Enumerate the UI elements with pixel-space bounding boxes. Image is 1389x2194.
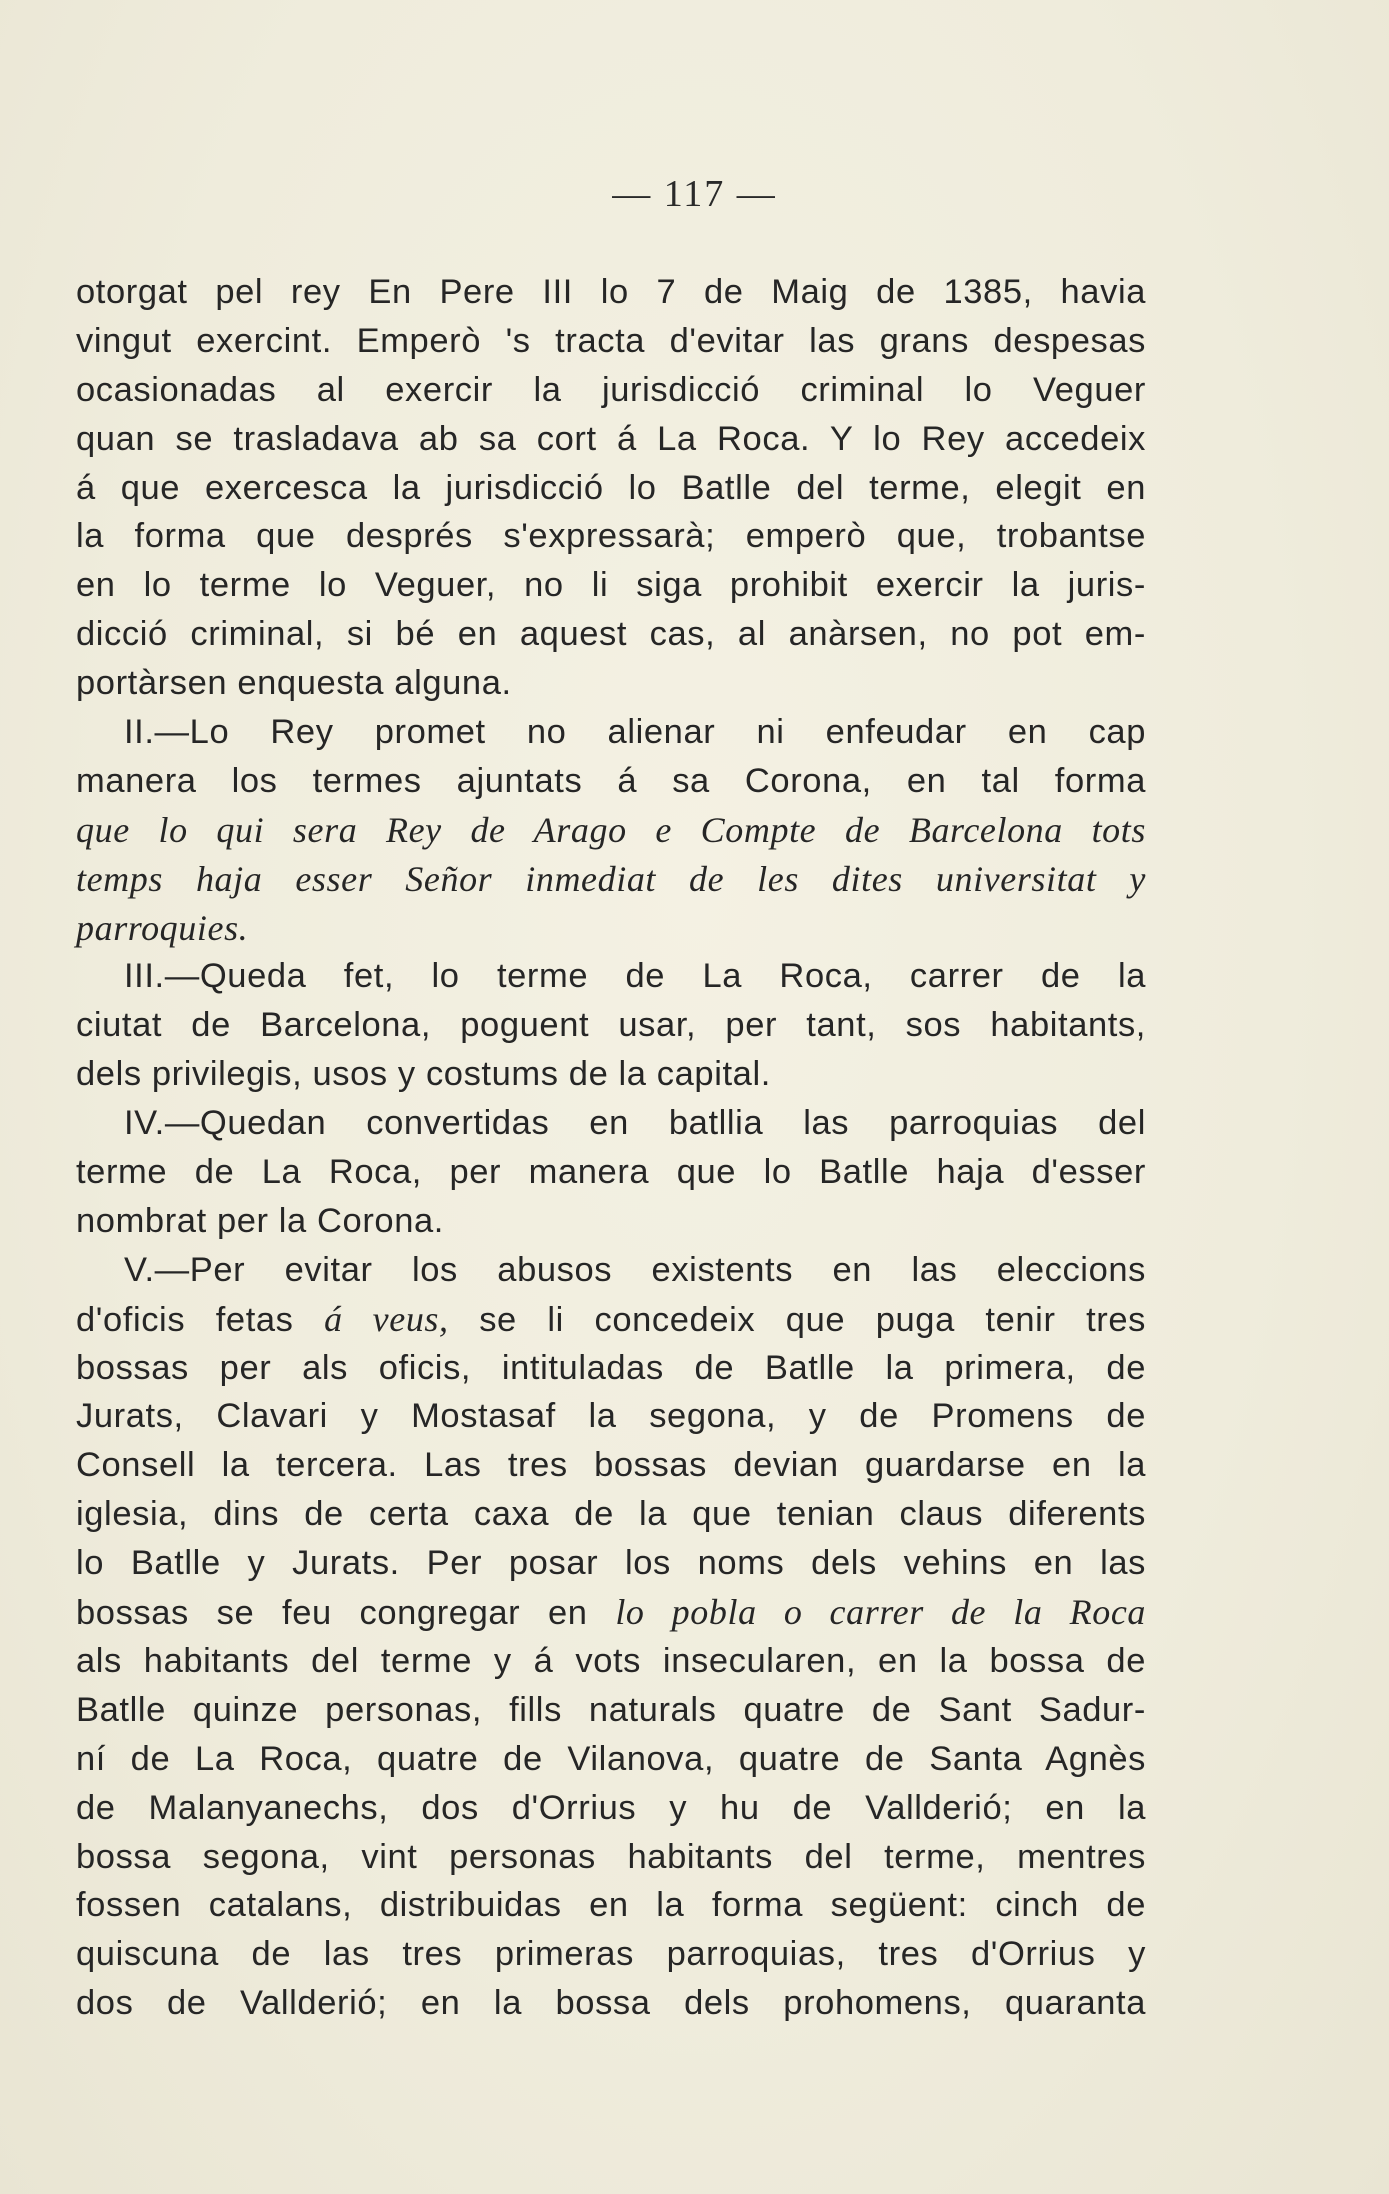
text-segment: III.—Queda fet, lo terme de La Roca, carrer de la [124, 957, 1146, 996]
text-line [76, 1735, 1146, 1784]
text-line [76, 1637, 1146, 1686]
text-segment: ocasionadas al exercir la jurisdicció criminal lo Veguer [76, 370, 1146, 409]
text-line [76, 1392, 1146, 1441]
text-segment: als habitants del terme y á vots insecularen, en la bossa de [76, 1641, 1146, 1680]
text-line [76, 1686, 1146, 1735]
text-segment: quan se trasladava ab sa cort á La Roca. Y lo Rey accedeix [76, 419, 1146, 458]
text-line [76, 1881, 1146, 1930]
text-line [76, 1050, 1146, 1099]
text-line [76, 855, 1146, 904]
text-line [76, 1833, 1146, 1882]
text-line [76, 1930, 1146, 1979]
text-line [76, 708, 1146, 757]
text-segment: bossa segona, vint personas habitants del terme, mentres [76, 1837, 1146, 1876]
text-segment: Batlle quinze personas, fills naturals quatre de Sant Sadur- [76, 1690, 1146, 1729]
italic-text: á veus, [324, 1298, 449, 1339]
text-line [76, 610, 1146, 659]
text-segment: Consell la tercera. Las tres bossas devian guardarse en la [76, 1446, 1146, 1485]
text-line [76, 1539, 1146, 1588]
text-line [76, 1490, 1146, 1539]
body-text [76, 268, 1146, 2028]
text-line [76, 464, 1146, 513]
text-line [76, 1784, 1146, 1833]
text-segment: otorgat pel rey En Pere III lo 7 de Maig de 1385, havia [76, 273, 1146, 311]
text-line [76, 806, 1146, 855]
italic-text: que lo qui sera Rey de Arago e Compte de Barcelona tots [76, 809, 1146, 850]
text-line [76, 904, 1146, 953]
text-line [76, 1344, 1146, 1393]
text-line [76, 415, 1146, 464]
italic-text: lo pobla o carrer de la Roca [615, 1592, 1147, 1633]
italic-text: temps haja esser Señor inmediat de les dites universitat y [76, 858, 1146, 899]
text-segment: la forma que després s'expressarà; emperò que, trobantse [76, 517, 1146, 556]
text-line [76, 1099, 1146, 1148]
text-segment: de Malanyanechs, dos d'Orrius y hu de Vallderió; en la [76, 1788, 1146, 1827]
text-segment: manera los termes ajuntats á sa Corona, en tal forma [76, 761, 1146, 800]
text-segment: vingut exercint. Emperò 's tracta d'evitar las grans despesas [76, 321, 1146, 360]
text-segment: ciutat de Barcelona, poguent usar, per tant, sos habitants, [76, 1006, 1146, 1045]
text-segment: fossen catalans, distribuidas en la forma següent: cinch de [76, 1886, 1146, 1925]
text-segment: á que exercesca la jurisdicció lo Batlle del terme, elegit en [76, 468, 1146, 507]
text-line [76, 1001, 1146, 1050]
text-segment: nombrat per la Corona. [76, 1201, 444, 1240]
text-segment: portàrsen enquesta alguna. [76, 664, 512, 703]
text-segment: bossas se feu congregar en [76, 1594, 616, 1633]
text-segment: dels privilegis, usos y costums de la capital. [76, 1055, 771, 1094]
text-line [76, 561, 1146, 610]
text-line [76, 317, 1146, 366]
page-number: — 117 — [612, 173, 777, 215]
text-line [76, 1197, 1146, 1246]
text-segment: se li concedeix que puga tenir tres [448, 1300, 1147, 1339]
text-segment: bossas per als oficis, intituladas de Batlle la primera, de [76, 1348, 1146, 1387]
text-segment: V.—Per evitar los abusos existents en las eleccions [124, 1250, 1146, 1289]
text-line [76, 512, 1146, 561]
text-line [76, 268, 1146, 317]
text-line [76, 1979, 1146, 2028]
text-segment: IV.—Quedan convertidas en batllia las parroquias del [124, 1104, 1146, 1143]
text-line [76, 366, 1146, 415]
text-line [76, 757, 1146, 806]
text-line [76, 659, 1146, 708]
text-line [76, 1588, 1146, 1637]
text-line [76, 1441, 1146, 1490]
text-segment: en lo terme lo Veguer, no li siga prohibit exercir la juris- [76, 566, 1146, 605]
text-line [76, 952, 1146, 1001]
text-segment: iglesia, dins de certa caxa de la que tenian claus diferents [76, 1495, 1146, 1534]
text-line [76, 1295, 1146, 1344]
text-segment: Jurats, Clavari y Mostasaf la segona, y de Promens de [76, 1397, 1146, 1436]
text-segment: dos de Vallderió; en la bossa dels prohomens, quaranta [76, 1984, 1146, 2023]
text-line [76, 1246, 1146, 1295]
text-segment: dicció criminal, si bé en aquest cas, al anàrsen, no pot em- [76, 615, 1146, 654]
text-segment: d'oficis fetas [76, 1300, 325, 1339]
italic-text: parroquies. [76, 907, 249, 948]
text-segment: quiscuna de las tres primeras parroquias, tres d'Orrius y [76, 1935, 1146, 1974]
text-line [76, 1148, 1146, 1197]
text-segment: ní de La Roca, quatre de Vilanova, quatre de Santa Agnès [76, 1739, 1146, 1778]
text-segment: terme de La Roca, per manera que lo Batlle haja d'esser [76, 1153, 1146, 1192]
text-segment: lo Batlle y Jurats. Per posar los noms dels vehins en las [76, 1544, 1146, 1583]
text-segment: II.—Lo Rey promet no alienar ni enfeudar en cap [124, 713, 1146, 752]
